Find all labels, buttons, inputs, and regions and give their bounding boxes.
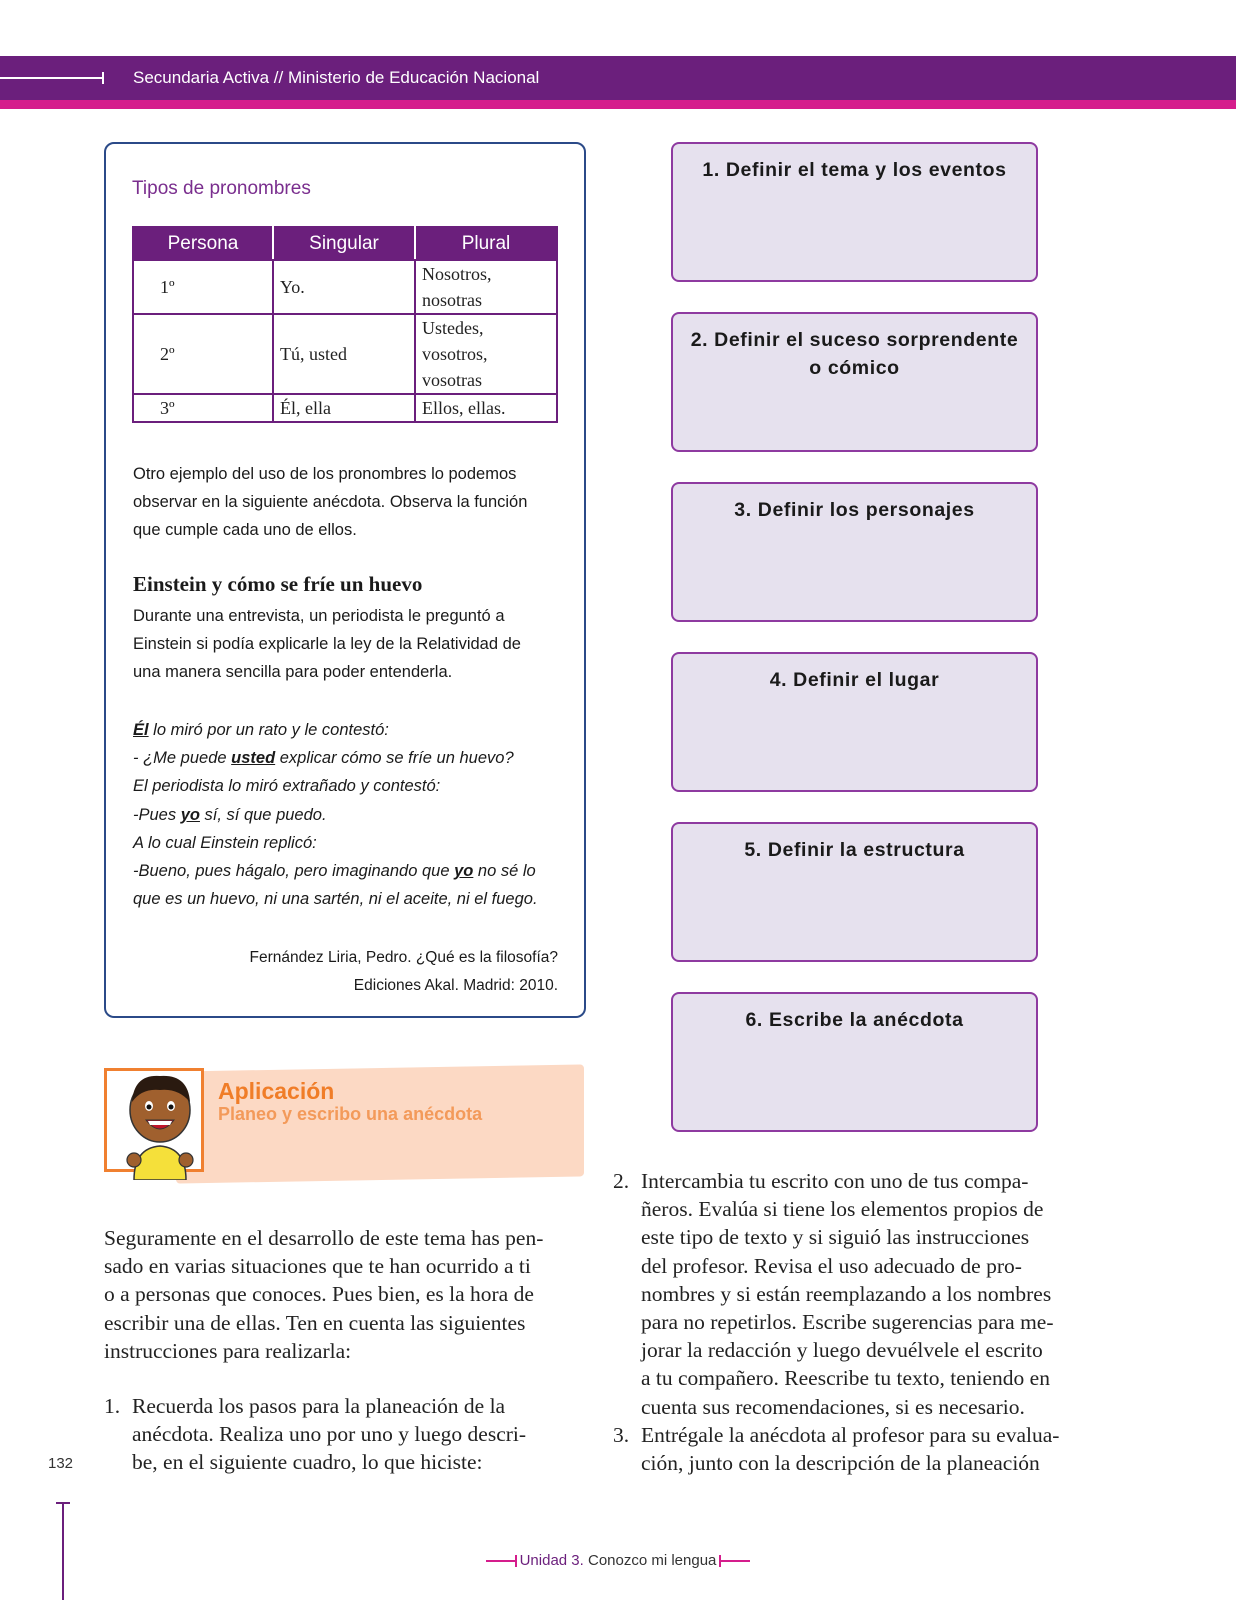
pronoun-highlight: usted: [231, 749, 276, 768]
text-line: Ediciones Akal. Madrid: 2010.: [353, 977, 558, 994]
text-line: be, en el siguiente cuadro, lo que hiciste:: [132, 1450, 483, 1475]
text-line: jorar la redacción y luego devuélvele el escrito: [641, 1338, 1043, 1363]
text-line: a tu compañero. Reescribe tu texto, teniendo en: [641, 1366, 1050, 1391]
text-line: instrucciones para realizarla:: [104, 1338, 352, 1363]
dialog-text: -Bueno, pues hágalo, pero imaginando que: [133, 862, 455, 881]
text-line: del profesor. Revisa el uso adecuado de pro-: [641, 1253, 1022, 1278]
text-line: Seguramente en el desarrollo de este tema has pen-: [104, 1226, 544, 1250]
table-cell: 2º: [133, 314, 273, 394]
text-line: ción, junto con la descripción de la planeación: [641, 1451, 1040, 1476]
text-line: Einstein si podía explicarle la ley de la Relatividad de: [133, 635, 521, 653]
table-cell: [415, 314, 557, 394]
dialog-line: [133, 744, 538, 772]
table-row: [133, 260, 557, 314]
table-cell: 3º: [133, 394, 273, 422]
text-line: Entrégale la anécdota al profesor para su evalua-: [641, 1423, 1060, 1447]
aplicacion-subtitle: Planeo y escribo una anécdota: [218, 1104, 483, 1124]
page-footer: [0, 1552, 1236, 1569]
step-label: [673, 314, 1036, 382]
pronoun-highlight: yo: [454, 862, 474, 881]
step-label-line: o cómico: [809, 357, 900, 379]
dialog-text: -Pues: [133, 805, 181, 824]
dialog-line: [133, 716, 538, 744]
step-box-4[interactable]: [671, 652, 1038, 792]
step-box-3[interactable]: [671, 482, 1038, 622]
table-header-row: [133, 227, 557, 260]
header-rule: [0, 77, 104, 79]
step-box-1[interactable]: [671, 142, 1038, 282]
step-label: 6. Escribe la anécdota: [745, 1009, 964, 1031]
table-header: Plural: [415, 227, 557, 260]
text-line: una manera sencilla para poder entenderla.: [133, 663, 453, 681]
list-item-3: [613, 1421, 1113, 1481]
table-header: Singular: [273, 227, 415, 260]
text-line: Otro ejemplo del uso de los pronombres lo podemos: [133, 465, 517, 483]
cell-line: Ustedes,: [422, 318, 484, 338]
text-line: o a personas que conoces. Pues bien, es la hora de: [104, 1282, 534, 1307]
step-box-5[interactable]: [671, 822, 1038, 962]
pronouns-table: [132, 226, 558, 423]
student-avatar-icon: [120, 1068, 200, 1180]
list-text: [641, 1421, 1059, 1477]
step-label: 3. Definir los personajes: [734, 499, 975, 521]
text-line: escribir una de ellas. Ten en cuenta las siguientes: [104, 1310, 526, 1335]
text-line: Recuerda los pasos para la planeación de la: [132, 1394, 506, 1418]
story-intro: [133, 602, 521, 686]
footer-rule-left: [486, 1560, 516, 1562]
page-number: 132: [48, 1455, 74, 1472]
dialog-line: El periodista lo miró extrañado y contestó:: [133, 777, 441, 796]
text-line: anécdota. Realiza uno por uno y luego descri-: [132, 1422, 527, 1447]
list-text: [641, 1167, 1054, 1421]
list-text: [132, 1392, 526, 1477]
step-label: 1. Definir el tema y los eventos: [702, 159, 1007, 181]
instructions-paragraph: [104, 1224, 590, 1365]
pronoun-highlight: yo: [180, 805, 200, 824]
cell-line: Nosotros,: [422, 264, 492, 284]
dialog-line: [133, 801, 538, 829]
list-item-1: [104, 1392, 590, 1482]
text-line: ñeros. Evalúa si tiene los elementos propios de: [641, 1197, 1044, 1222]
pronouns-box-title: Tipos de pronombres: [132, 178, 311, 199]
pronoun-highlight: Él: [133, 721, 149, 739]
dialog-text: - ¿Me puede: [133, 749, 232, 768]
header-accent-stripe: [0, 100, 1236, 109]
step-label: 5. Definir la estructura: [744, 839, 965, 861]
text-line: cuenta sus recomendaciones, si es necesario.: [641, 1394, 1025, 1419]
footer-title: Conozco mi lengua: [583, 1552, 717, 1569]
text-line: Intercambia tu escrito con uno de tus compa-: [641, 1169, 1029, 1193]
text-line: observar en la siguiente anécdota. Observa la función: [133, 493, 528, 511]
cell-line: vosotros,: [422, 344, 488, 364]
table-cell: [415, 260, 557, 314]
step-box-2[interactable]: [671, 312, 1038, 452]
table-cell: Tú, usted: [273, 314, 415, 394]
dialog-text: explicar cómo se fríe un huevo?: [275, 749, 514, 768]
footer-unit: Unidad 3.: [519, 1552, 584, 1569]
table-row: [133, 314, 557, 394]
text-line: Fernández Liria, Pedro. ¿Qué es la filosofía?: [249, 949, 558, 966]
list-number: 1.: [104, 1394, 121, 1418]
list-item-2: [613, 1167, 1113, 1427]
step-label: 4. Definir el lugar: [769, 669, 940, 691]
table-row: [133, 394, 557, 422]
story-title: Einstein y cómo se fríe un huevo: [133, 572, 423, 596]
story-dialog: [133, 716, 538, 913]
text-line: sado en varias situaciones que te han ocurrido a ti: [104, 1254, 531, 1279]
step-label-line: 2. Definir el suceso sorprendente: [690, 329, 1019, 351]
dialog-line: [133, 857, 538, 885]
list-number: 2.: [613, 1169, 630, 1193]
header-rule-tick: [102, 72, 104, 84]
dialog-text: lo miró por un rato y le contestó:: [148, 721, 389, 739]
footer-rule-right: [720, 1560, 750, 1562]
intro-paragraph: [133, 460, 527, 544]
text-line: para no repetirlos. Escribe sugerencias para me-: [641, 1310, 1054, 1335]
dialog-line: A lo cual Einstein replicó:: [133, 833, 317, 852]
text-line: este tipo de texto y si siguió las instrucciones: [641, 1225, 1030, 1250]
header-title: Secundaria Activa // Ministerio de Educación Nacional: [133, 68, 540, 87]
table-cell: Él, ella: [273, 394, 415, 422]
source-credit: [250, 944, 558, 1000]
step-box-6[interactable]: [671, 992, 1038, 1132]
cell-line: nosotras: [422, 290, 482, 310]
table-cell: Ellos, ellas.: [415, 394, 557, 422]
cell-line: vosotras: [422, 370, 482, 390]
table-header: Persona: [133, 227, 273, 260]
text-line: nombres y si están reemplazando a los nombres: [641, 1281, 1052, 1306]
dialog-line: que es un huevo, ni una sartén, ni el aceite, ni el fuego.: [133, 890, 538, 909]
table-cell: 1º: [133, 260, 273, 314]
table-cell: Yo.: [273, 260, 415, 314]
text-line: que cumple cada uno de ellos.: [133, 521, 357, 539]
aplicacion-title: Aplicación: [218, 1078, 335, 1104]
dialog-text: no sé lo: [473, 862, 536, 881]
text-line: Durante una entrevista, un periodista le preguntó a: [133, 607, 505, 625]
dialog-text: sí, sí que puedo.: [199, 805, 327, 824]
list-number: 3.: [613, 1423, 630, 1447]
